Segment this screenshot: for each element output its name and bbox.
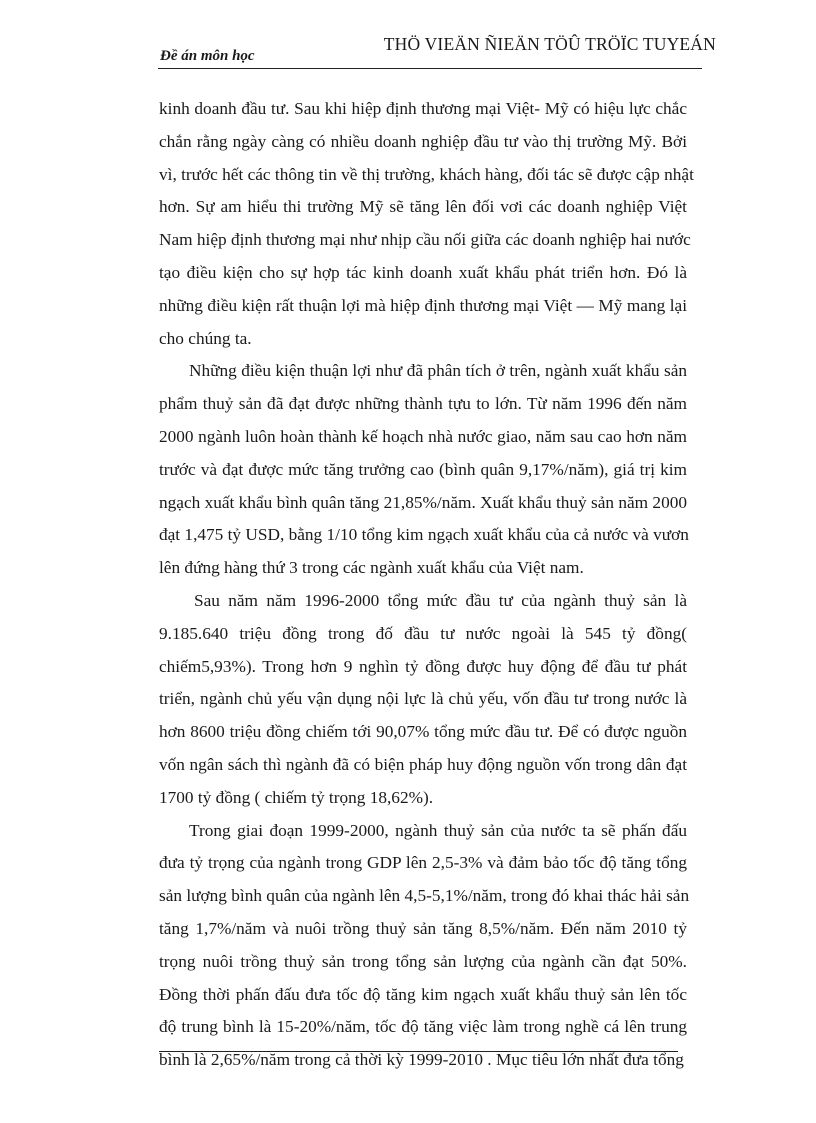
- text-line: chắn rằng ngày càng có nhiều doanh nghiệp đầu tư vào thị trường Mỹ. Bởi: [159, 131, 687, 151]
- page-header: [158, 30, 716, 70]
- text-line: phẩm thuỷ sản đã đạt được những thành tựu to lớn. Từ năm 1996 đến năm: [159, 394, 687, 414]
- text-line: kinh doanh đầu tư. Sau khi hiệp định thương mại Việt- Mỹ có hiệu lực chắc: [159, 99, 687, 118]
- text-line: những điều kiện rất thuận lợi mà hiệp định thương mại Việt — Mỹ mang lại: [159, 295, 687, 315]
- text-line: cho chúng ta.: [159, 328, 252, 348]
- paragraph: [159, 93, 694, 355]
- text-line: đưa tỷ trọng của ngành trong GDP lên 2,5-3% và đảm bảo tốc độ tăng tổng: [159, 853, 687, 873]
- text-line: ngạch xuất khẩu bình quân tăng 21,85%/năm. Xuất khẩu thuỷ sản năm 2000: [159, 492, 687, 512]
- footer-divider: [159, 1051, 678, 1052]
- text-line: Nam hiệp định thương mại như nhịp cầu nối giữa các doanh nghiệp hai nước: [159, 230, 691, 250]
- text-line: trọng nuôi trồng thuỷ sản trong tổng sản lượng của ngành cần đạt 50%.: [159, 951, 687, 971]
- text-line: tăng 1,7%/năm và nuôi trồng thuỷ sản tăng 8,5%/năm. Đến năm 2010 tỷ: [159, 918, 687, 938]
- text-line: vì, trước hết các thông tin về thị trường, khách hàng, đối tác sẽ được cập nhật: [159, 164, 694, 184]
- text-line: hơn. Sự am hiểu thi trường Mỹ sẽ tăng lên đối vơi các doanh nghiệp Việt: [159, 197, 687, 217]
- document-body: [159, 93, 694, 1077]
- text-line: đạt 1,475 tỷ USD, bằng 1/10 tổng kim ngạch xuất khẩu của cả nước và vươn: [159, 525, 689, 545]
- text-line: 9.185.640 triệu đồng trong đố đầu tư nước ngoài là 545 tỷ đồng(: [159, 623, 687, 643]
- text-line: Sau năm năm 1996-2000 tổng mức đầu tư của ngành thuỷ sản là: [194, 590, 687, 610]
- text-line: triển, ngành chủ yếu vận dụng nội lực là chủ yếu, vốn đầu tư trong nước là: [159, 689, 687, 709]
- text-line: lên đứng hàng thứ 3 trong các ngành xuất khẩu của Việt nam.: [159, 558, 584, 578]
- text-line: chiếm5,93%). Trong hơn 9 nghìn tỷ đồng được huy động để đầu tư phát: [159, 656, 687, 676]
- text-line: 2000 ngành luôn hoàn thành kế hoạch nhà nước giao, năm sau cao hơn năm: [159, 426, 687, 446]
- header-divider: [158, 68, 702, 69]
- paragraph: [159, 355, 687, 585]
- paragraph: [159, 585, 687, 815]
- text-line: trước và đạt được mức tăng trưởng cao (bình quân 9,17%/năm), giá trị kim: [159, 459, 687, 479]
- header-library-name: THÖ VIEÄN ÑIEÄN TÖÛ TRÖÏC TUYEÁN: [383, 34, 716, 54]
- text-line: độ trung bình là 15-20%/năm, tốc độ tăng việc làm trong nghề cá lên trung: [159, 1017, 687, 1037]
- header-document-type: Đề án môn học: [160, 48, 255, 64]
- text-line: vốn ngân sách thì ngành đã có biện pháp huy động nguồn vốn trong dân đạt: [159, 754, 687, 774]
- text-line: Những điều kiện thuận lợi như đã phân tích ở trên, ngành xuất khẩu sản: [189, 361, 687, 381]
- text-line: Trong giai đoạn 1999-2000, ngành thuỷ sản của nước ta sẽ phấn đấu: [189, 820, 687, 840]
- paragraph: [159, 815, 690, 1077]
- text-line: Đồng thời phấn đấu đưa tốc độ tăng kim ngạch xuất khẩu thuỷ sản lên tốc: [159, 984, 687, 1004]
- text-line: sản lượng bình quân của ngành lên 4,5-5,1%/năm, trong đó khai thác hải sản: [159, 886, 690, 906]
- text-line: tạo điều kiện cho sự hợp tác kinh doanh xuất khẩu phát triển hơn. Đó là: [159, 262, 687, 282]
- text-line: hơn 8600 triệu đồng chiếm tới 90,07% tổng mức đầu tư. Để có được nguồn: [159, 722, 687, 742]
- text-line: bình là 2,65%/năm trong cả thời kỳ 1999-2010 . Mục tiêu lớn nhất đưa tổng: [159, 1050, 684, 1070]
- text-line: 1700 tỷ đồng ( chiếm tỷ trọng 18,62%).: [159, 787, 434, 807]
